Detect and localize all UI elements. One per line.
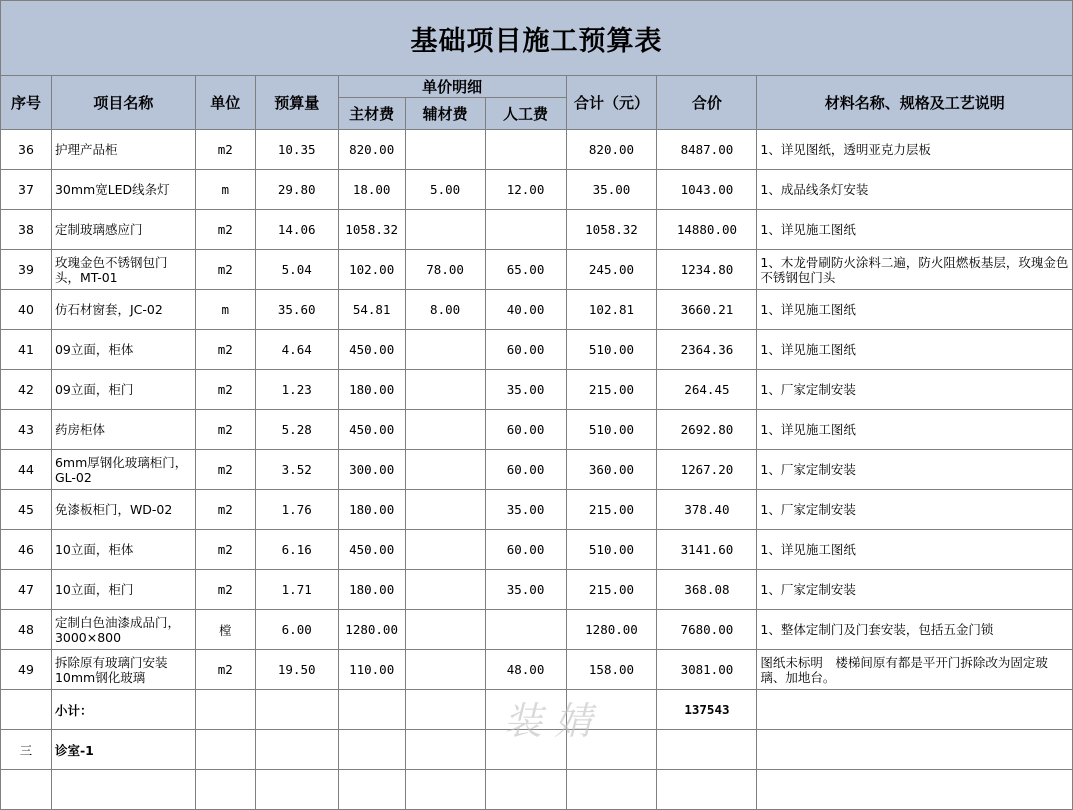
sheet-title: 基础项目施工预算表 bbox=[1, 1, 1073, 76]
cell-desc: 1、厂家定制安装 bbox=[757, 450, 1073, 490]
header-labor: 人工费 bbox=[485, 98, 566, 130]
cell-total: 8487.00 bbox=[657, 130, 757, 170]
cell-subtotal: 215.00 bbox=[566, 490, 657, 530]
cell-unit: 樘 bbox=[195, 610, 255, 650]
table-row bbox=[1, 250, 1073, 290]
cell-aux bbox=[405, 450, 485, 490]
empty-cell bbox=[657, 730, 757, 770]
cell-unit: m2 bbox=[195, 490, 255, 530]
cell-labor: 60.00 bbox=[485, 410, 566, 450]
cell-qty: 10.35 bbox=[255, 130, 338, 170]
table-row bbox=[1, 210, 1073, 250]
cell-aux bbox=[405, 210, 485, 250]
empty-cell bbox=[566, 770, 657, 810]
empty-cell bbox=[485, 730, 566, 770]
table-row bbox=[1, 610, 1073, 650]
empty-cell bbox=[405, 730, 485, 770]
cell-main: 102.00 bbox=[338, 250, 405, 290]
cell-seq: 37 bbox=[1, 170, 52, 210]
cell-unit: m2 bbox=[195, 450, 255, 490]
table-row bbox=[1, 170, 1073, 210]
subtotal-row bbox=[1, 690, 1073, 730]
empty-cell bbox=[195, 730, 255, 770]
header-qty: 预算量 bbox=[255, 76, 338, 130]
cell-seq: 44 bbox=[1, 450, 52, 490]
cell-seq: 36 bbox=[1, 130, 52, 170]
cell-qty: 35.60 bbox=[255, 290, 338, 330]
cell-name: 10立面，柜体 bbox=[51, 530, 195, 570]
table-row bbox=[1, 330, 1073, 370]
cell-aux bbox=[405, 370, 485, 410]
cell-name: 10立面，柜门 bbox=[51, 570, 195, 610]
empty-cell bbox=[657, 770, 757, 810]
cell-unit: m2 bbox=[195, 210, 255, 250]
cell-qty: 1.23 bbox=[255, 370, 338, 410]
cell-labor bbox=[485, 610, 566, 650]
cell-seq: 42 bbox=[1, 370, 52, 410]
cell-labor: 65.00 bbox=[485, 250, 566, 290]
cell-desc: 1、详见施工图纸 bbox=[757, 330, 1073, 370]
empty-cell bbox=[405, 770, 485, 810]
cell-name: 拆除原有玻璃门安装10mm钢化玻璃 bbox=[51, 650, 195, 690]
section-seq: 三 bbox=[1, 730, 52, 770]
cell-subtotal: 510.00 bbox=[566, 530, 657, 570]
empty-cell bbox=[757, 770, 1073, 810]
header-main: 主材费 bbox=[338, 98, 405, 130]
cell-name: 定制玻璃感应门 bbox=[51, 210, 195, 250]
empty-cell bbox=[255, 690, 338, 730]
header-aux: 辅材费 bbox=[405, 98, 485, 130]
cell-main: 1058.32 bbox=[338, 210, 405, 250]
cell-total: 378.40 bbox=[657, 490, 757, 530]
cell-name: 30mm宽LED线条灯 bbox=[51, 170, 195, 210]
cell-desc: 1、详见施工图纸 bbox=[757, 410, 1073, 450]
cell-labor: 60.00 bbox=[485, 330, 566, 370]
empty-cell bbox=[338, 690, 405, 730]
cell-qty: 5.04 bbox=[255, 250, 338, 290]
cell-qty: 14.06 bbox=[255, 210, 338, 250]
cell-unit: m2 bbox=[195, 370, 255, 410]
cell-seq: 46 bbox=[1, 530, 52, 570]
cell-seq: 49 bbox=[1, 650, 52, 690]
empty-cell bbox=[405, 690, 485, 730]
cell-aux bbox=[405, 610, 485, 650]
cell-unit: m2 bbox=[195, 410, 255, 450]
cell-unit: m2 bbox=[195, 530, 255, 570]
cell-desc: 1、详见施工图纸 bbox=[757, 530, 1073, 570]
cell-labor: 60.00 bbox=[485, 450, 566, 490]
header-desc: 材料名称、规格及工艺说明 bbox=[757, 76, 1073, 130]
cell-labor: 35.00 bbox=[485, 570, 566, 610]
cell-seq: 47 bbox=[1, 570, 52, 610]
table-row bbox=[1, 290, 1073, 330]
cell-qty: 6.00 bbox=[255, 610, 338, 650]
header-name: 项目名称 bbox=[51, 76, 195, 130]
table-row bbox=[1, 410, 1073, 450]
cell-main: 450.00 bbox=[338, 410, 405, 450]
cell-aux: 5.00 bbox=[405, 170, 485, 210]
cell-labor bbox=[485, 130, 566, 170]
table-row bbox=[1, 530, 1073, 570]
empty-cell bbox=[195, 690, 255, 730]
cell-name: 09立面，柜门 bbox=[51, 370, 195, 410]
cell-qty: 3.52 bbox=[255, 450, 338, 490]
cell-labor: 35.00 bbox=[485, 490, 566, 530]
section-row bbox=[1, 730, 1073, 770]
cell-unit: m bbox=[195, 290, 255, 330]
cell-main: 1280.00 bbox=[338, 610, 405, 650]
empty-cell bbox=[255, 770, 338, 810]
cell-seq: 38 bbox=[1, 210, 52, 250]
cell-subtotal: 510.00 bbox=[566, 410, 657, 450]
watermark-text: 装 婧 bbox=[504, 699, 593, 743]
cell-aux bbox=[405, 650, 485, 690]
cell-main: 450.00 bbox=[338, 330, 405, 370]
header-seq: 序号 bbox=[1, 76, 52, 130]
empty-cell bbox=[338, 770, 405, 810]
cell-subtotal: 245.00 bbox=[566, 250, 657, 290]
subtotal-label: 小计： bbox=[51, 690, 195, 730]
section-name: 诊室-1 bbox=[51, 730, 195, 770]
cell-seq: 43 bbox=[1, 410, 52, 450]
cell-labor: 48.00 bbox=[485, 650, 566, 690]
cell-unit: m2 bbox=[195, 250, 255, 290]
cell-total: 3081.00 bbox=[657, 650, 757, 690]
cell-subtotal: 820.00 bbox=[566, 130, 657, 170]
cell-aux bbox=[405, 530, 485, 570]
cell-desc: 1、详见图纸，透明亚克力层板 bbox=[757, 130, 1073, 170]
cell-seq: 39 bbox=[1, 250, 52, 290]
empty-cell bbox=[757, 730, 1073, 770]
cell-labor: 12.00 bbox=[485, 170, 566, 210]
empty-cell bbox=[566, 730, 657, 770]
cell-unit: m2 bbox=[195, 330, 255, 370]
cell-seq: 45 bbox=[1, 490, 52, 530]
cell-aux bbox=[405, 330, 485, 370]
cell-desc: 1、厂家定制安装 bbox=[757, 370, 1073, 410]
cell-desc: 图纸未标明 楼梯间原有都是平开门拆除改为固定玻璃、加地台。 bbox=[757, 650, 1073, 690]
cell-subtotal: 158.00 bbox=[566, 650, 657, 690]
cell-aux bbox=[405, 130, 485, 170]
empty-cell bbox=[1, 690, 52, 730]
cell-total: 2364.36 bbox=[657, 330, 757, 370]
table-row bbox=[1, 570, 1073, 610]
header-subtotal: 合计（元） bbox=[566, 76, 657, 130]
cell-main: 820.00 bbox=[338, 130, 405, 170]
cell-total: 368.08 bbox=[657, 570, 757, 610]
empty-cell bbox=[1, 770, 52, 810]
cell-total: 1234.80 bbox=[657, 250, 757, 290]
cell-main: 450.00 bbox=[338, 530, 405, 570]
cell-subtotal: 360.00 bbox=[566, 450, 657, 490]
empty-cell bbox=[757, 690, 1073, 730]
cell-aux bbox=[405, 570, 485, 610]
cell-qty: 19.50 bbox=[255, 650, 338, 690]
cell-labor: 60.00 bbox=[485, 530, 566, 570]
cell-unit: m2 bbox=[195, 570, 255, 610]
cell-subtotal: 510.00 bbox=[566, 330, 657, 370]
cell-main: 180.00 bbox=[338, 370, 405, 410]
cell-main: 300.00 bbox=[338, 450, 405, 490]
cell-labor bbox=[485, 210, 566, 250]
cell-name: 免漆板柜门，WD-02 bbox=[51, 490, 195, 530]
cell-qty: 6.16 bbox=[255, 530, 338, 570]
cell-unit: m2 bbox=[195, 650, 255, 690]
cell-desc: 1、厂家定制安装 bbox=[757, 570, 1073, 610]
cell-labor: 40.00 bbox=[485, 290, 566, 330]
cell-qty: 5.28 bbox=[255, 410, 338, 450]
cell-qty: 1.76 bbox=[255, 490, 338, 530]
cell-total: 264.45 bbox=[657, 370, 757, 410]
cell-name: 仿石材窗套，JC-02 bbox=[51, 290, 195, 330]
cell-unit: m bbox=[195, 170, 255, 210]
cell-seq: 40 bbox=[1, 290, 52, 330]
cell-main: 54.81 bbox=[338, 290, 405, 330]
empty-cell bbox=[51, 770, 195, 810]
cell-name: 护理产品柜 bbox=[51, 130, 195, 170]
cell-main: 110.00 bbox=[338, 650, 405, 690]
empty-cell bbox=[485, 690, 566, 730]
cell-subtotal: 1280.00 bbox=[566, 610, 657, 650]
cell-subtotal: 1058.32 bbox=[566, 210, 657, 250]
cell-name: 6mm厚钢化玻璃柜门，GL-02 bbox=[51, 450, 195, 490]
header-price-group: 单价明细 bbox=[338, 76, 566, 98]
cell-total: 3141.60 bbox=[657, 530, 757, 570]
cell-total: 14880.00 bbox=[657, 210, 757, 250]
table-row bbox=[1, 130, 1073, 170]
cell-total: 1043.00 bbox=[657, 170, 757, 210]
cell-qty: 4.64 bbox=[255, 330, 338, 370]
empty-cell bbox=[195, 770, 255, 810]
cell-total: 1267.20 bbox=[657, 450, 757, 490]
empty-cell bbox=[566, 690, 657, 730]
cell-total: 7680.00 bbox=[657, 610, 757, 650]
cell-desc: 1、详见施工图纸 bbox=[757, 290, 1073, 330]
table-row bbox=[1, 650, 1073, 690]
cell-name: 玫瑰金色不锈钢包门头，MT-01 bbox=[51, 250, 195, 290]
cell-desc: 1、整体定制门及门套安装，包括五金门锁 bbox=[757, 610, 1073, 650]
cell-aux: 78.00 bbox=[405, 250, 485, 290]
table-row bbox=[1, 370, 1073, 410]
table-row bbox=[1, 770, 1073, 810]
empty-cell bbox=[255, 730, 338, 770]
cell-desc: 1、厂家定制安装 bbox=[757, 490, 1073, 530]
empty-cell bbox=[338, 730, 405, 770]
header-total: 合价 bbox=[657, 76, 757, 130]
cell-subtotal: 102.81 bbox=[566, 290, 657, 330]
cell-name: 09立面，柜体 bbox=[51, 330, 195, 370]
cell-seq: 48 bbox=[1, 610, 52, 650]
cell-desc: 1、详见施工图纸 bbox=[757, 210, 1073, 250]
header-unit: 单位 bbox=[195, 76, 255, 130]
cell-main: 180.00 bbox=[338, 490, 405, 530]
cell-desc: 1、成品线条灯安装 bbox=[757, 170, 1073, 210]
cell-subtotal: 215.00 bbox=[566, 570, 657, 610]
cell-aux bbox=[405, 490, 485, 530]
cell-total: 2692.80 bbox=[657, 410, 757, 450]
table-row bbox=[1, 450, 1073, 490]
cell-unit: m2 bbox=[195, 130, 255, 170]
cell-aux bbox=[405, 410, 485, 450]
cell-aux: 8.00 bbox=[405, 290, 485, 330]
cell-desc: 1、木龙骨刷防火涂料二遍，防火阻燃板基层，玫瑰金色不锈钢包门头 bbox=[757, 250, 1073, 290]
subtotal-total: 137543 bbox=[657, 690, 757, 730]
cell-name: 定制白色油漆成品门，3000×800 bbox=[51, 610, 195, 650]
cell-labor: 35.00 bbox=[485, 370, 566, 410]
cell-name: 药房柜体 bbox=[51, 410, 195, 450]
table-row bbox=[1, 490, 1073, 530]
cell-total: 3660.21 bbox=[657, 290, 757, 330]
cell-subtotal: 35.00 bbox=[566, 170, 657, 210]
cell-qty: 29.80 bbox=[255, 170, 338, 210]
empty-cell bbox=[485, 770, 566, 810]
cell-main: 180.00 bbox=[338, 570, 405, 610]
cell-main: 18.00 bbox=[338, 170, 405, 210]
cell-seq: 41 bbox=[1, 330, 52, 370]
cell-subtotal: 215.00 bbox=[566, 370, 657, 410]
cell-qty: 1.71 bbox=[255, 570, 338, 610]
